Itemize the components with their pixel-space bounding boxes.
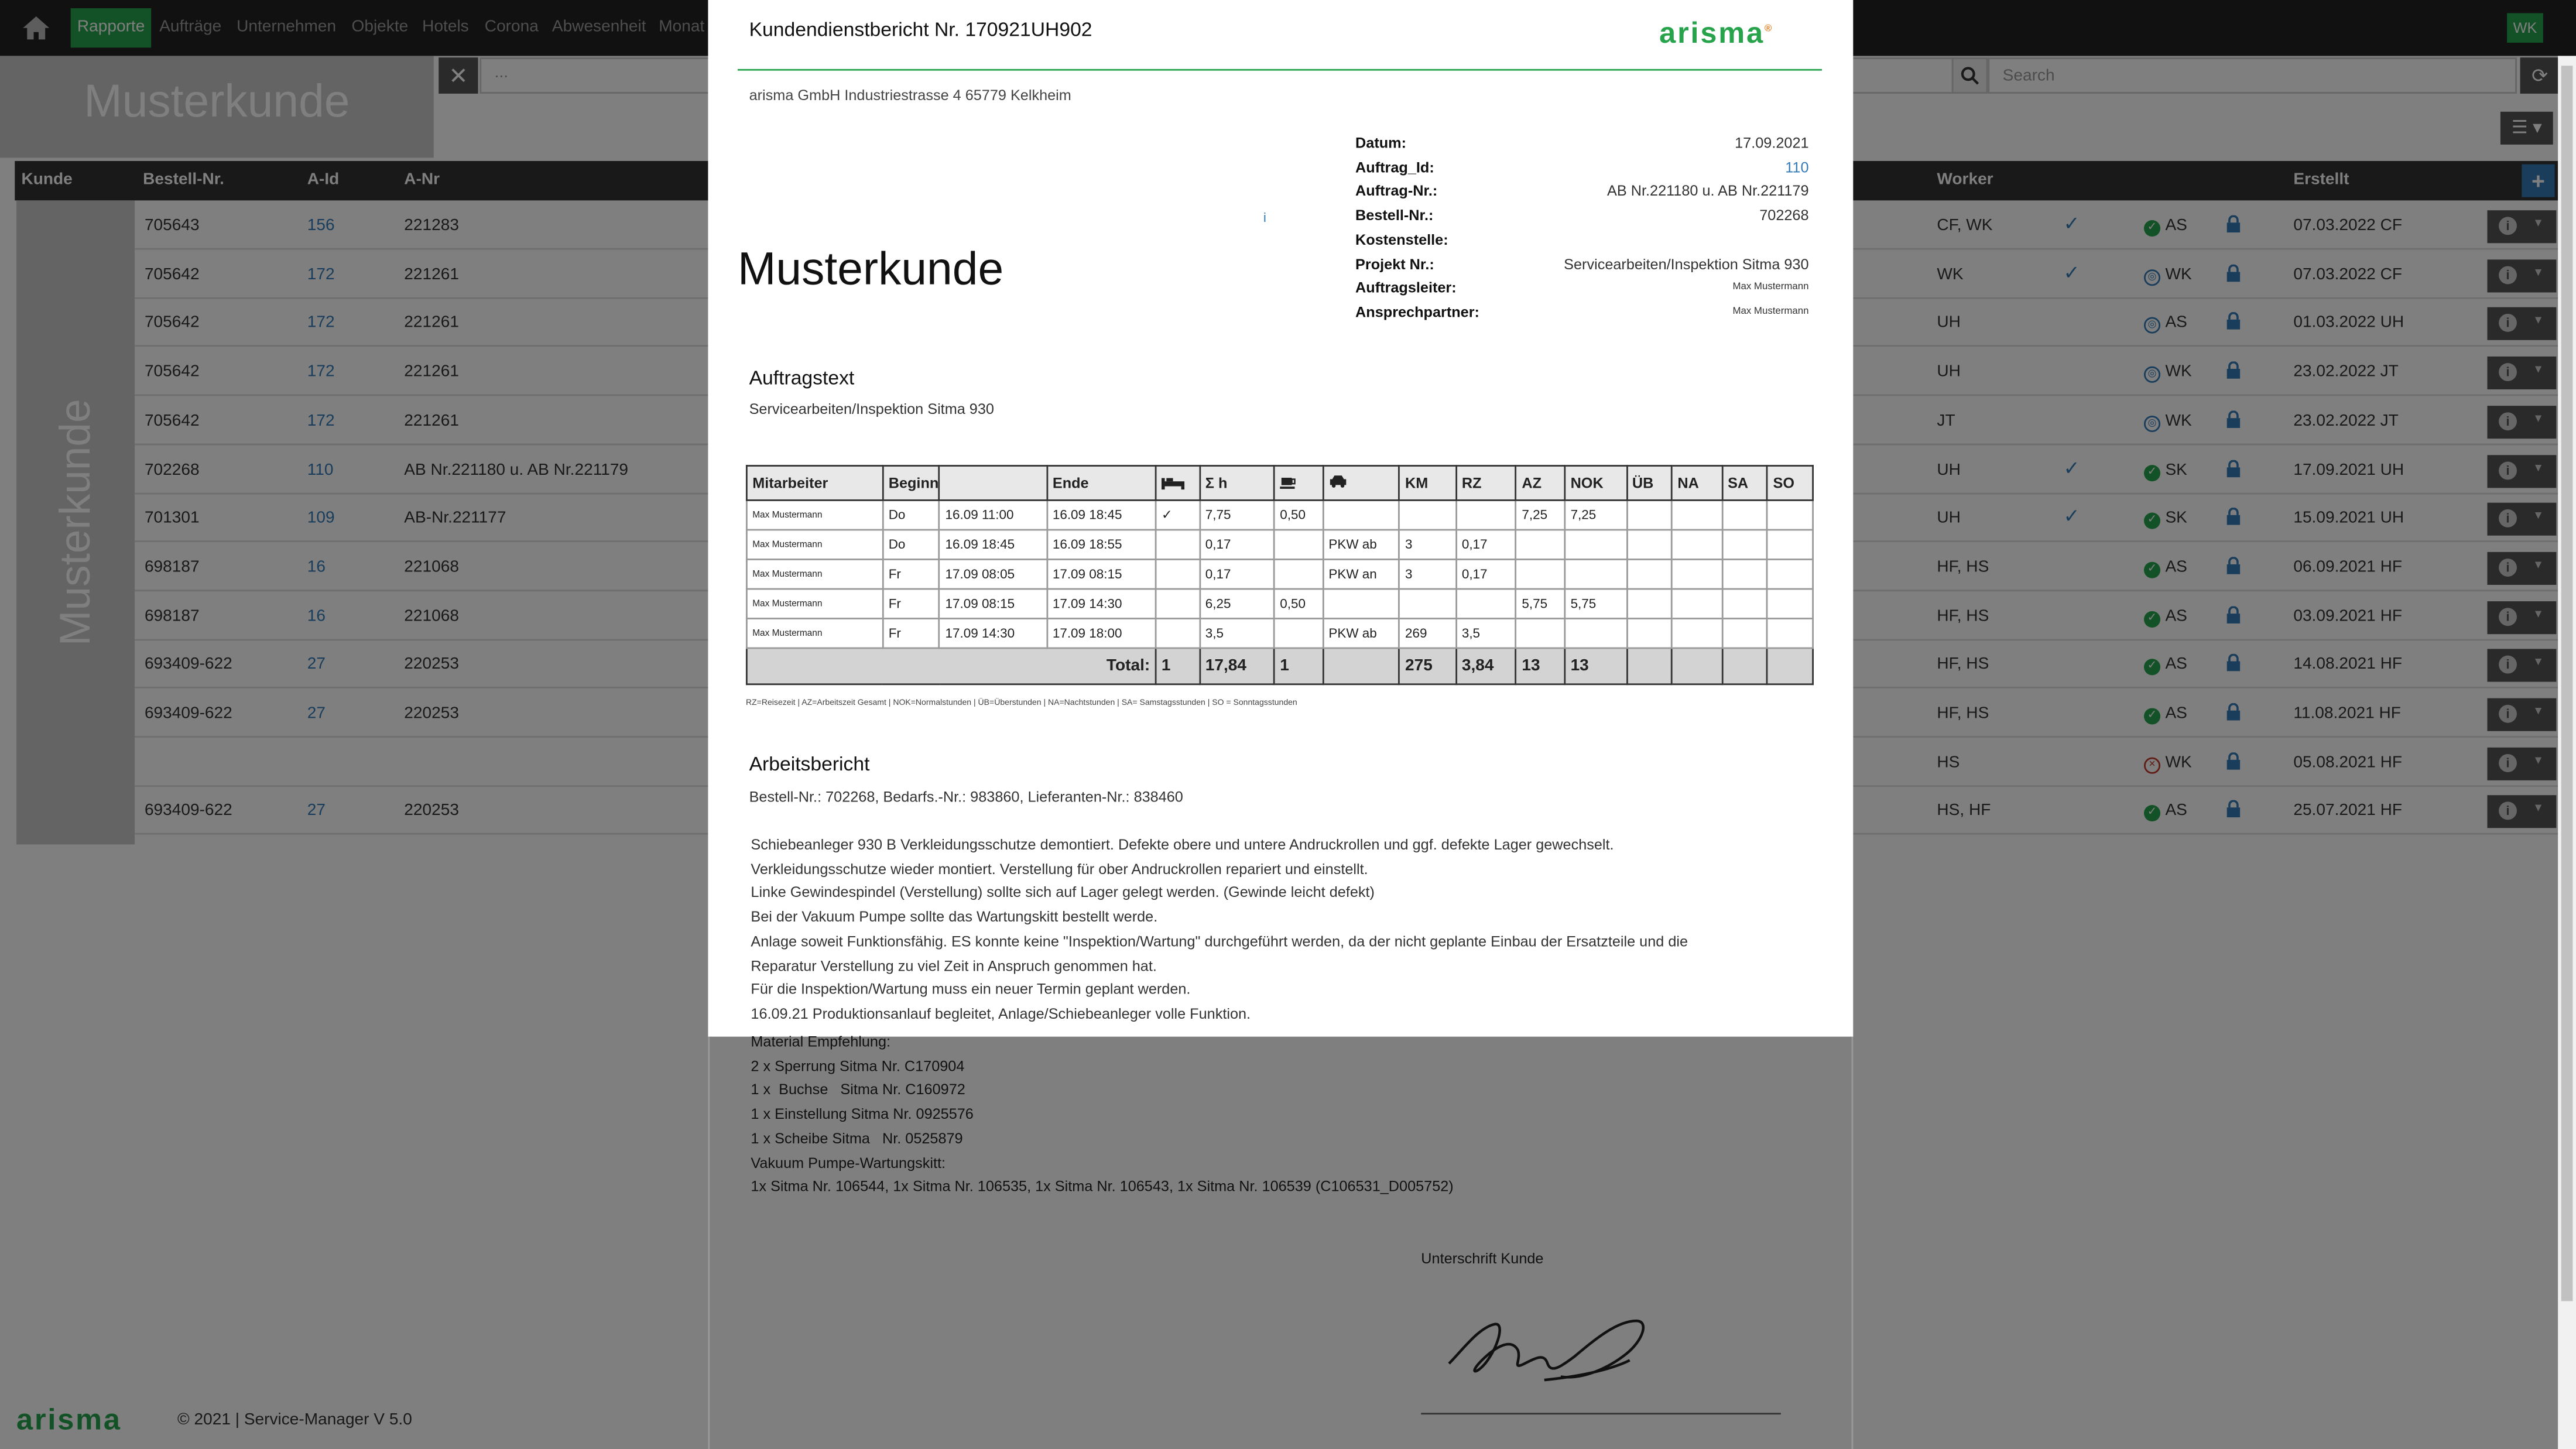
- signature-line: [1421, 1413, 1781, 1414]
- work-total-row: [746, 648, 1813, 684]
- meta-label: Auftrag-Nr.:: [1355, 183, 1438, 200]
- page-scrollbar[interactable]: [2558, 56, 2576, 1449]
- total-cell: 1: [1274, 648, 1323, 684]
- report-line: 16.09.21 Produktionsanlauf begleitet, Anlage/Schiebeanleger volle Funktion.: [751, 1005, 1251, 1022]
- work-cell: 7,25: [1516, 500, 1565, 530]
- work-cell: [1399, 500, 1456, 530]
- work-cell: 17.09 14:30: [940, 619, 1047, 649]
- col-az: AZ: [1516, 466, 1565, 501]
- work-cell: [1722, 589, 1767, 619]
- total-cell: 17,84: [1200, 648, 1274, 684]
- work-cell: Fr: [883, 559, 940, 589]
- work-cell: [1767, 530, 1813, 560]
- work-cell: [1323, 500, 1400, 530]
- work-cell: Max Mustermann: [746, 619, 883, 649]
- table-legend: RZ=Reisezeit | AZ=Arbeitszeit Gesamt | NOK=Normalstunden | ÜB=Überstunden | NA=Nachtstunden | SA= Samstagsstunden | SO = Sonntagsstunden: [745, 698, 1297, 708]
- work-cell: 5,75: [1516, 589, 1565, 619]
- work-cell: [1672, 559, 1722, 589]
- work-cell: Fr: [883, 619, 940, 649]
- work-row: [746, 500, 1813, 530]
- col-sum-hours: Σ h: [1200, 466, 1274, 501]
- report-line: Linke Gewindespindel (Verstellung) sollte sich auf Lager gelegt werden. (Gewinde leicht defekt): [751, 884, 1375, 901]
- work-row: [746, 530, 1813, 560]
- work-cell: [1274, 619, 1323, 649]
- meta-value[interactable]: 110: [1785, 159, 1809, 176]
- report-line: Reparatur Verstellung zu viel Zeit in Anspruch genommen hat.: [751, 957, 1157, 974]
- work-cell: [1274, 559, 1323, 589]
- col-hotel: [1156, 466, 1200, 501]
- work-cell: 17.09 18:00: [1047, 619, 1156, 649]
- work-cell: [1626, 619, 1672, 649]
- work-cell: 269: [1399, 619, 1456, 649]
- work-cell: 0,50: [1274, 500, 1323, 530]
- work-cell: [1456, 500, 1516, 530]
- meta-value: AB Nr.221180 u. AB Nr.221179: [1607, 183, 1809, 200]
- work-cell: 17.09 08:15: [940, 589, 1047, 619]
- meta-value: Max Mustermann: [1732, 283, 1809, 293]
- work-cell: [1767, 500, 1813, 530]
- auftragstext: Servicearbeiten/Inspektion Sitma 930: [749, 400, 994, 417]
- meta-value: 17.09.2021: [1735, 135, 1809, 152]
- col-vehicle: [1323, 466, 1400, 501]
- work-cell: ✓: [1156, 500, 1200, 530]
- work-cell: 5,75: [1565, 589, 1626, 619]
- total-cell: [1767, 648, 1813, 684]
- work-cell: 17.09 14:30: [1047, 589, 1156, 619]
- work-cell: Max Mustermann: [746, 500, 883, 530]
- work-cell: [1626, 589, 1672, 619]
- work-cell: 0,17: [1200, 530, 1274, 560]
- meta-value: Servicearbeiten/Inspektion Sitma 930: [1564, 255, 1809, 272]
- work-table: [746, 465, 1814, 685]
- work-cell: 3,5: [1200, 619, 1274, 649]
- total-label: Total:: [746, 648, 1156, 684]
- arbeitsbericht-heading: Arbeitsbericht: [749, 752, 870, 776]
- work-cell: [1672, 500, 1722, 530]
- col-ende: Ende: [1047, 466, 1156, 501]
- total-cell: 3,84: [1456, 648, 1516, 684]
- work-cell: 17.09 08:15: [1047, 559, 1156, 589]
- col-nok: NOK: [1565, 466, 1626, 501]
- work-cell: [1565, 530, 1626, 560]
- work-cell: [1722, 619, 1767, 649]
- signature-label: Unterschrift Kunde: [1421, 1250, 1544, 1267]
- total-cell: [1626, 648, 1672, 684]
- customer-signature: [1445, 1314, 1651, 1383]
- work-table-header: [746, 466, 1813, 501]
- col-beginn-time: [940, 466, 1047, 501]
- work-cell: Do: [883, 530, 940, 560]
- meta-value: 702268: [1759, 207, 1809, 224]
- work-cell: [1672, 589, 1722, 619]
- col-rz: RZ: [1456, 466, 1516, 501]
- work-cell: PKW ab: [1323, 619, 1400, 649]
- work-cell: 0,50: [1274, 589, 1323, 619]
- work-row: [746, 619, 1813, 649]
- work-cell: [1626, 530, 1672, 560]
- work-cell: [1516, 530, 1565, 560]
- work-cell: 7,75: [1200, 500, 1274, 530]
- work-cell: [1156, 559, 1200, 589]
- work-cell: Fr: [883, 589, 940, 619]
- work-cell: Max Mustermann: [746, 589, 883, 619]
- report-address: arisma GmbH Industriestrasse 4 65779 Kelkheim: [749, 87, 1071, 104]
- meta-label: Auftragsleiter:: [1355, 279, 1457, 296]
- work-cell: 16.09 18:45: [940, 530, 1047, 560]
- work-cell: 3: [1399, 530, 1456, 560]
- col-mitarbeiter: Mitarbeiter: [746, 466, 883, 501]
- work-cell: PKW ab: [1323, 530, 1400, 560]
- work-cell: [1156, 530, 1200, 560]
- work-cell: [1722, 530, 1767, 560]
- work-cell: [1626, 559, 1672, 589]
- report-line: Anlage soweit Funktionsfähig. ES konnte keine "Inspektion/Wartung" durchgeführt werden, da der nicht geplante Einbau der Ersatzteile und die: [751, 933, 1688, 950]
- col-sa: SA: [1722, 466, 1767, 501]
- work-cell: [1323, 589, 1400, 619]
- work-cell: [1274, 530, 1323, 560]
- work-cell: [1672, 619, 1722, 649]
- material-text: Material Empfehlung: 2 x Sperrung Sitma Nr. C170904 1 x Buchse Sitma Nr. C160972 1 x Einstellung Sitma Nr. 0925576 1 x Scheibe Sitma Nr. 0525879 Vakuum Pumpe-Wartungskitt: 1x Sitma Nr. 106544, 1x Sitma Nr. 106535, 1x Sitma Nr. 106543, 1x Sitma Nr. 106539 (C106531_D005752): [751, 1033, 1454, 1195]
- work-cell: [1456, 589, 1516, 619]
- work-row: [746, 559, 1813, 589]
- work-cell: Max Mustermann: [746, 530, 883, 560]
- work-cell: [1722, 500, 1767, 530]
- work-cell: 16.09 18:55: [1047, 530, 1156, 560]
- report-line: Für die Inspektion/Wartung muss ein neuer Termin geplant werden.: [751, 981, 1191, 998]
- meta-label: Ansprechpartner:: [1355, 303, 1479, 320]
- col-so: SO: [1767, 466, 1813, 501]
- report-divider: [738, 69, 1822, 71]
- total-cell: 275: [1399, 648, 1456, 684]
- work-cell: 3: [1399, 559, 1456, 589]
- coffee-icon: [1280, 474, 1298, 489]
- work-cell: Do: [883, 500, 940, 530]
- work-cell: [1156, 619, 1200, 649]
- work-cell: [1767, 559, 1813, 589]
- work-cell: [1565, 559, 1626, 589]
- work-cell: PKW an: [1323, 559, 1400, 589]
- total-cell: 13: [1516, 648, 1565, 684]
- meta-label: Kostenstelle:: [1355, 231, 1448, 248]
- col-ub: ÜB: [1626, 466, 1672, 501]
- work-cell: [1399, 589, 1456, 619]
- total-cell: 13: [1565, 648, 1626, 684]
- report-logo: arisma®: [1659, 16, 1774, 50]
- work-cell: [1516, 559, 1565, 589]
- bestell-line: Bestell-Nr.: 702268, Bedarfs.-Nr.: 983860, Lieferanten-Nr.: 838460: [749, 788, 1183, 805]
- col-beginn: Beginn: [883, 466, 940, 501]
- col-pause: [1274, 466, 1323, 501]
- work-cell: [1565, 619, 1626, 649]
- meta-label: Datum:: [1355, 135, 1407, 152]
- report-title: Kundendienstbericht Nr. 170921UH902: [749, 18, 1092, 42]
- work-cell: [1767, 589, 1813, 619]
- col-na: NA: [1672, 466, 1722, 501]
- work-cell: 0,17: [1200, 559, 1274, 589]
- meta-value: Max Mustermann: [1732, 307, 1809, 317]
- work-cell: [1722, 559, 1767, 589]
- work-cell: 0,17: [1456, 530, 1516, 560]
- info-icon[interactable]: i: [1263, 210, 1266, 225]
- total-cell: 1: [1156, 648, 1200, 684]
- total-cell: [1672, 648, 1722, 684]
- report-customer: Musterkunde: [737, 243, 1004, 294]
- work-cell: 7,25: [1565, 500, 1626, 530]
- work-cell: 17.09 08:05: [940, 559, 1047, 589]
- meta-label: Auftrag_Id:: [1355, 159, 1434, 176]
- work-cell: [1516, 619, 1565, 649]
- total-cell: [1722, 648, 1767, 684]
- work-row: [746, 589, 1813, 619]
- car-icon: [1328, 475, 1347, 488]
- report-line: Schiebeanleger 930 B Verkleidungsschutze demontiert. Defekte obere und untere Andruckrollen und ggf. defekte Lager gewechselt.: [751, 836, 1614, 853]
- work-cell: 0,17: [1456, 559, 1516, 589]
- work-cell: [1156, 589, 1200, 619]
- total-cell: [1323, 648, 1400, 684]
- report-line: Bei der Vakuum Pumpe sollte das Wartungskitt bestellt werde.: [751, 909, 1158, 926]
- work-cell: 3,5: [1456, 619, 1516, 649]
- bed-icon: [1162, 474, 1184, 489]
- meta-label: Projekt Nr.:: [1355, 255, 1434, 272]
- report-line: Verkleidungsschutze wieder montiert. Verstellung für ober Andruckrollen repariert und einstellt.: [751, 860, 1368, 877]
- work-cell: [1672, 530, 1722, 560]
- work-cell: Max Mustermann: [746, 559, 883, 589]
- meta-label: Bestell-Nr.:: [1355, 207, 1434, 224]
- work-cell: 16.09 11:00: [940, 500, 1047, 530]
- work-cell: [1626, 500, 1672, 530]
- work-cell: [1767, 619, 1813, 649]
- auftragstext-heading: Auftragstext: [749, 366, 855, 390]
- scrollbar-thumb[interactable]: [2561, 66, 2573, 1301]
- col-km: KM: [1399, 466, 1456, 501]
- work-cell: 16.09 18:45: [1047, 500, 1156, 530]
- work-cell: 6,25: [1200, 589, 1274, 619]
- work-table-body: [746, 500, 1813, 684]
- report-logo-text: arisma: [1659, 16, 1765, 50]
